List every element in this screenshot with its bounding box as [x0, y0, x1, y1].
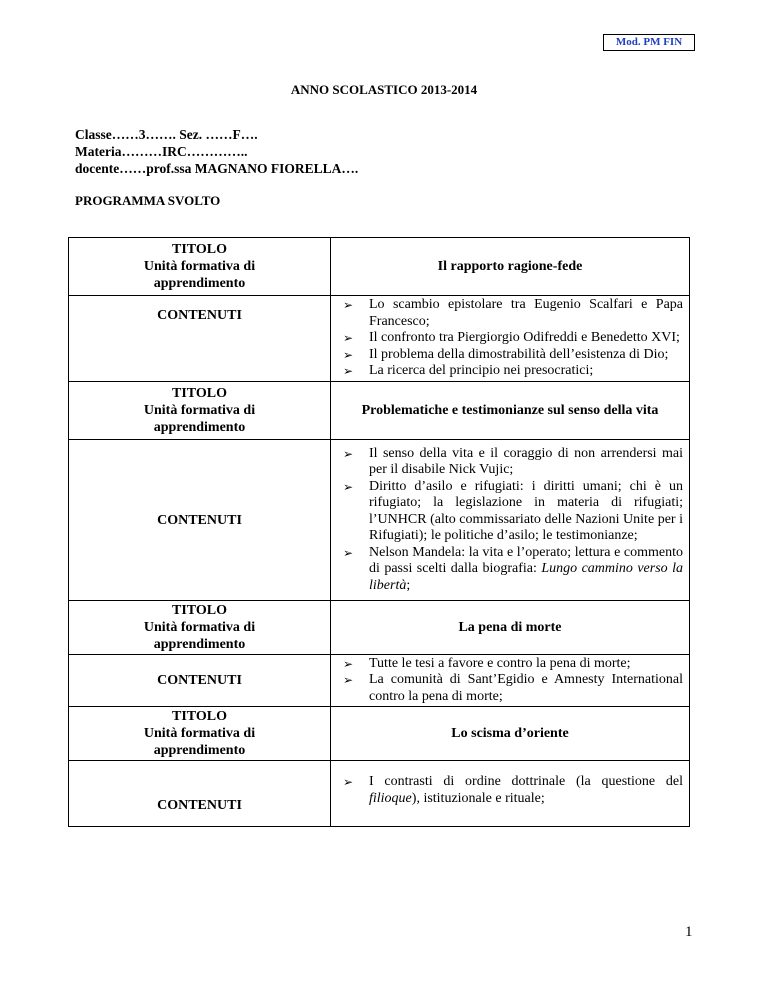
- list-item: ➢ Lo scambio epistolare tra Eugenio Scalfari e Papa Francesco;: [343, 297, 683, 329]
- arrow-bullet-icon: ➢: [343, 364, 354, 379]
- unit-title-row: [69, 707, 690, 761]
- unit-title: Lo scisma d’oriente: [331, 707, 690, 761]
- school-year-title: ANNO SCOLASTICO 2013-2014: [290, 82, 478, 97]
- contenuti-label: CONTENUTI: [69, 296, 331, 382]
- arrow-bullet-icon: ➢: [343, 331, 354, 346]
- unit-title: La pena di morte: [331, 601, 690, 655]
- class-line: Classe……3……. Sez. ……F….: [75, 127, 258, 142]
- list-item: ➢ Tutte le tesi a favore e contro la pena di morte;: [343, 655, 631, 671]
- titolo-label: TITOLO Unità formativa di apprendimento: [69, 601, 331, 655]
- arrow-bullet-icon: ➢: [343, 347, 354, 362]
- subject-line: Materia………IRC…………..: [75, 144, 248, 159]
- unit-title-row: [69, 238, 690, 296]
- arrow-bullet-icon: ➢: [343, 656, 354, 671]
- list-item: ➢ La ricerca del principio nei presocratici;: [343, 363, 594, 379]
- titolo-label: TITOLO Unità formativa di apprendimento: [69, 382, 331, 440]
- unit-title-row: [69, 601, 690, 655]
- unit-title-row: [69, 382, 690, 440]
- unit-content-row: [69, 655, 690, 707]
- list-item: ➢ Diritto d’asilo e rifugiati: i diritti umani; chi è un rifugiato; la legislazione in materia di rifugiati; l’UNHCR (alto commissariato delle Nazioni Unite per i Rifugiati); le politiche d’asilo; le testimonianze;: [343, 478, 683, 544]
- titolo-label: TITOLO Unità formativa di apprendimento: [69, 238, 331, 296]
- unit-content-row: [69, 761, 690, 827]
- unit-title: Il rapporto ragione-fede: [331, 238, 690, 296]
- program-heading: PROGRAMMA SVOLTO: [75, 193, 221, 208]
- list-item: ➢ Il senso della vita e il coraggio di non arrendersi mai per il disabile Nick Vujic;: [343, 445, 683, 478]
- unit-content-row: [69, 296, 690, 382]
- unit-title: Problematiche e testimonianze sul senso della vita: [331, 382, 690, 440]
- titolo-label: TITOLO Unità formativa di apprendimento: [69, 707, 331, 761]
- contenuti-label: CONTENUTI: [69, 761, 331, 827]
- contenuti-label: CONTENUTI: [69, 440, 331, 601]
- unit-contents: [331, 655, 690, 707]
- list-item: ➢ Il confronto tra Piergiorgio Odifreddi e Benedetto XVI;: [343, 330, 680, 346]
- class-info: [75, 126, 358, 177]
- arrow-bullet-icon: ➢: [343, 446, 354, 461]
- arrow-bullet-icon: ➢: [343, 298, 354, 313]
- list-item: ➢ I contrasti di ordine dottrinale (la questione del filioque), istituzionale e rituale;: [343, 774, 683, 806]
- arrow-bullet-icon: ➢: [343, 479, 354, 494]
- unit-contents: [331, 761, 690, 827]
- unit-content-row: [69, 440, 690, 601]
- unit-contents: [331, 440, 690, 601]
- list-item: ➢ Nelson Mandela: la vita e l’operato; lettura e commento di passi scelti dalla biografia: Lungo cammino verso la libertà;: [343, 544, 684, 593]
- arrow-bullet-icon: ➢: [343, 545, 354, 560]
- program-table: [68, 237, 690, 827]
- teacher-line: docente……prof.ssa MAGNANO FIORELLA….: [75, 161, 359, 176]
- unit-contents: [331, 296, 690, 382]
- arrow-bullet-icon: ➢: [343, 673, 354, 688]
- list-item: ➢ La comunità di Sant’Egidio e Amnesty International contro la pena di morte;: [343, 672, 683, 704]
- contenuti-label: CONTENUTI: [69, 655, 331, 707]
- list-item: ➢ Il problema della dimostrabilità dell’esistenza di Dio;: [343, 346, 669, 362]
- form-code-badge: Mod. PM FIN: [603, 34, 695, 51]
- page-number: 1: [685, 924, 693, 940]
- arrow-bullet-icon: ➢: [343, 775, 354, 789]
